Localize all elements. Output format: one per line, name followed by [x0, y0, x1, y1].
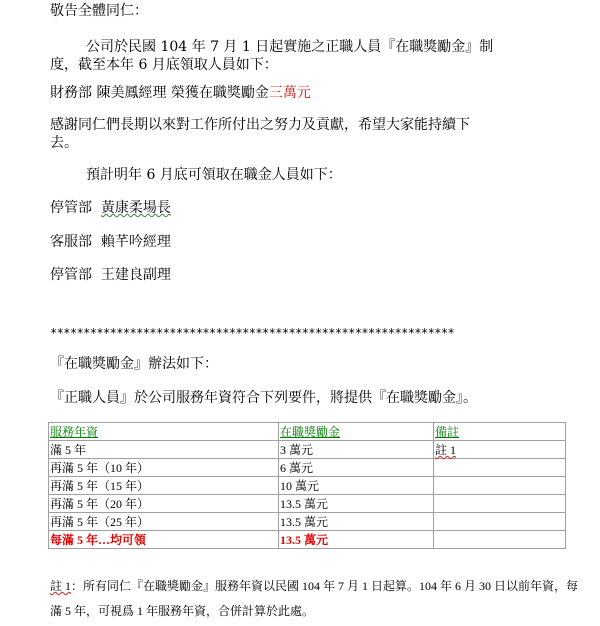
table-row: [49, 459, 566, 477]
method-title: 『在職獎勵金』辦法如下：: [50, 356, 218, 372]
thanks-line-2: 去。: [50, 135, 78, 151]
table-cell: 再滿 5 年（10 年）: [49, 459, 279, 477]
award-table: [48, 422, 566, 549]
expected-dept: 客服部: [50, 234, 92, 250]
expected-dept: 停管部: [50, 200, 92, 216]
table-header-row: [49, 423, 566, 441]
header-service-years: 服務年資: [49, 423, 279, 441]
expected-item: [50, 266, 171, 284]
table-cell: [434, 513, 566, 531]
table-cell: [434, 495, 566, 513]
table-row: [49, 495, 566, 513]
footnote-line-2: 滿 5 年，可視爲 1 年服務年資，合併計算於此處。: [50, 604, 315, 618]
thanks-line-1: 感謝同仁們長期以來對工作所付出之努力及貢獻，希望大家能持續下: [50, 117, 470, 133]
table-cell: 每滿 5 年…均可領: [49, 531, 279, 549]
table-cell: 3 萬元: [279, 441, 434, 459]
table-cell: 註 1: [434, 441, 566, 459]
table-cell: 再滿 5 年（20 年）: [49, 495, 279, 513]
intro-line-2: 度，截至本年 6 月底領取人員如下：: [50, 57, 278, 73]
footnote-line-1: [50, 577, 578, 595]
expected-intro: 預計明年 6 月底可領取在職金人員如下：: [86, 167, 342, 183]
table-cell: 13.5 萬元: [279, 495, 434, 513]
table-cell: 13.5 萬元: [279, 513, 434, 531]
header-remarks: 備註: [434, 423, 566, 441]
awardee-line: [50, 84, 311, 102]
table-cell: [434, 531, 566, 549]
expected-item: [50, 199, 171, 217]
table-cell: 13.5 萬元: [279, 531, 434, 549]
awardee-text: 榮獲在職獎勵金: [170, 85, 269, 101]
table-cell: [434, 459, 566, 477]
expected-dept: 停管部: [50, 267, 92, 283]
table-cell: 再滿 5 年（15 年）: [49, 477, 279, 495]
table-row: [49, 441, 566, 459]
awardee-amount: 三萬元: [268, 85, 311, 101]
table-row: [49, 531, 566, 549]
table-cell: 滿 5 年: [49, 441, 279, 459]
awardee-name: 陳美鳳經理: [96, 85, 167, 101]
footnote-text: ：所有同仁『在職獎勵金』服務年資以民國 104 年 7 月 1 日起算。104 年 6 月 30 日以前年資，每: [71, 579, 579, 593]
expected-name: 賴芊吟經理: [100, 234, 171, 250]
expected-name: 黃康柔場長: [100, 200, 171, 216]
method-description: 『正職人員』於公司服務年資符合下列要件，將提供『在職獎勵金』。: [50, 390, 477, 406]
intro-line-1: 公司於民國 104 年 7 月 1 日起實施之正職人員『在職獎勵金』制: [86, 39, 494, 55]
expected-name: 王建良副理: [100, 267, 171, 283]
table-cell: 6 萬元: [279, 459, 434, 477]
table-cell: 10 萬元: [279, 477, 434, 495]
table-cell: 再滿 5 年（25 年）: [49, 513, 279, 531]
expected-item: [50, 233, 171, 251]
greeting: 敬告全體同仁：: [50, 3, 148, 19]
awardee-dept: 財務部: [50, 85, 92, 101]
footnote-label: 註 1: [50, 579, 72, 593]
table-row: [49, 513, 566, 531]
table-row: [49, 477, 566, 495]
separator-line: *************************************************************: [50, 326, 455, 340]
table-cell: [434, 477, 566, 495]
header-award: 在職獎勵金: [279, 423, 434, 441]
